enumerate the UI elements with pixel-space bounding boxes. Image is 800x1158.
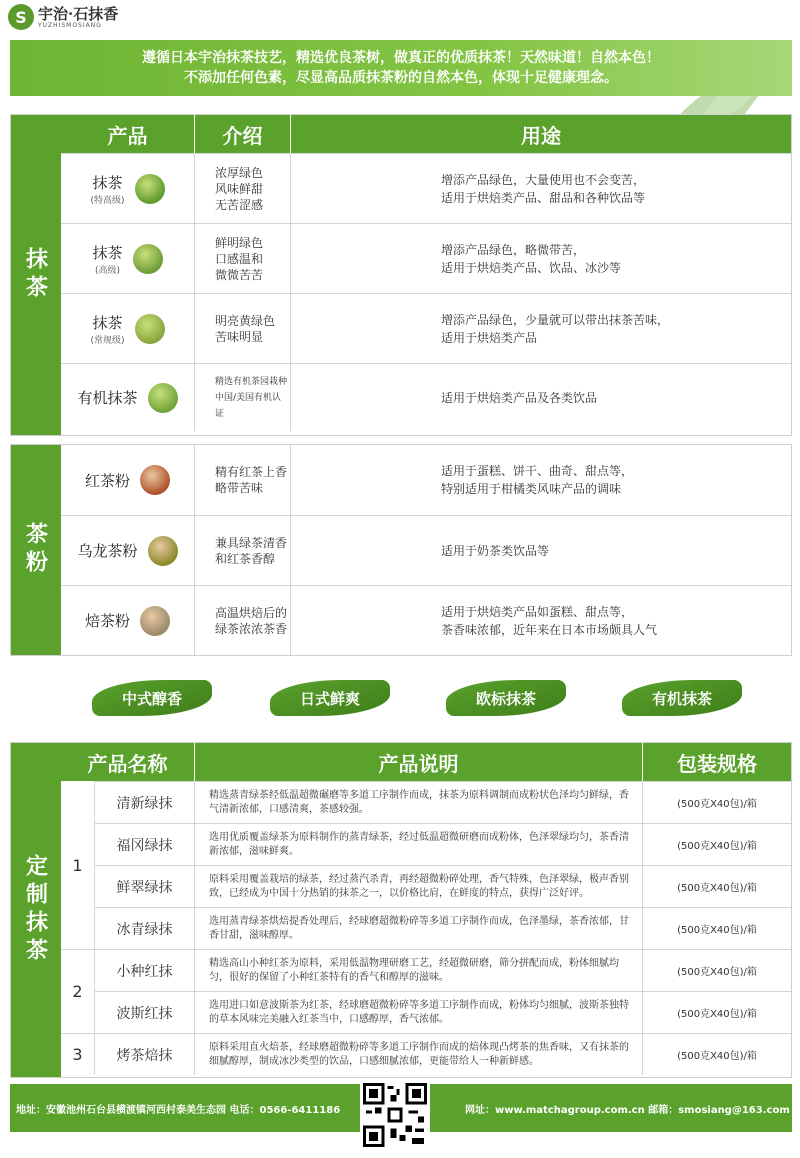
table-row xyxy=(95,907,791,949)
custom-tab: 定制抹茶 xyxy=(11,743,61,1077)
logo-mark-icon: S xyxy=(8,4,34,30)
header-product: 产品 xyxy=(61,115,195,153)
table-row xyxy=(95,991,791,1033)
product-intro: 明亮黄绿色 苦味明显 xyxy=(195,294,291,363)
pill-chinese: 中式醇香 xyxy=(92,680,212,716)
product-name-block xyxy=(90,172,124,206)
matcha-header xyxy=(61,115,791,153)
brand-name-en: YUZHISMOSIANG xyxy=(38,21,102,29)
product-description: 精选高山小种红茶为原料，采用低温物理研磨工艺，经超微研磨，筛分拼配而成，粉体细腻均匀，很好的保留了小种红茶特有的香气和醇厚的滋味。 xyxy=(195,950,643,991)
product-use: 增添产品绿色，少量就可以带出抹茶苦味， 适用于烘焙类产品 xyxy=(441,312,670,345)
product-intro: 精有红茶上香 略带苦味 xyxy=(195,445,291,515)
product-name: 清新绿抹 xyxy=(95,782,195,823)
powder-swatch-icon xyxy=(148,536,178,566)
header-packaging: 包装规格 xyxy=(677,751,757,776)
product-name: 红茶粉 xyxy=(84,471,130,490)
slogan-banner xyxy=(10,40,792,96)
product-cell xyxy=(61,224,195,293)
table-row xyxy=(61,515,791,585)
slogan-line-2: 不添加任何色素，尽显高品质抹茶粉的自然本色，体现十足健康理念。 xyxy=(184,70,618,86)
product-name: 抹茶 xyxy=(92,173,123,192)
product-use: 适用于奶茶类饮品等 xyxy=(441,543,550,558)
group-number: 1 xyxy=(61,781,95,949)
product-intro: 浓厚绿色 风味鲜甜 无苦涩感 xyxy=(195,154,291,223)
pill-eu: 欧标抹茶 xyxy=(446,680,566,716)
tea-powder-tab: 茶粉 xyxy=(11,445,61,655)
custom-header xyxy=(61,743,791,781)
product-grade: (高级) xyxy=(94,265,120,276)
product-cell xyxy=(61,586,195,655)
table-row xyxy=(61,153,791,223)
table-row xyxy=(95,1033,791,1075)
product-use: 增添产品绿色，大量使用也不会变苦， 适用于烘焙类产品、甜品和各种饮品等 xyxy=(441,172,646,205)
product-description: 选用优质覆盖绿茶为原料制作的蒸青绿茶，经过低温超微研磨而成粉体，色泽翠绿均匀，茶香清新浓郁，滋味鲜爽。 xyxy=(195,824,643,865)
footer-address: 地址：安徽池州石台县横渡镇河西村泰美生态园 电话：0566-6411186 xyxy=(16,1105,341,1116)
product-name-block xyxy=(92,242,122,276)
product-intro: 鲜明绿色 口感温和 微微苦苦 xyxy=(195,224,291,293)
pill-japanese: 日式鲜爽 xyxy=(270,680,390,716)
qr-code-icon xyxy=(360,1078,430,1152)
product-intro: 兼具绿茶清香 和红茶香醇 xyxy=(195,516,291,585)
product-cell xyxy=(61,364,195,431)
table-row xyxy=(61,363,791,431)
packaging-spec: (500克X40包)/箱 xyxy=(677,967,757,978)
powder-swatch-icon xyxy=(133,244,163,274)
product-cell xyxy=(61,516,195,585)
product-cell xyxy=(61,445,195,515)
table-row xyxy=(61,223,791,293)
table-row xyxy=(95,823,791,865)
packaging-spec: (500克X40包)/箱 xyxy=(677,883,757,894)
table-row xyxy=(61,293,791,363)
header-use: 用途 xyxy=(521,123,561,148)
table-row xyxy=(95,949,791,991)
product-name: 福冈绿抹 xyxy=(95,824,195,865)
product-name-block xyxy=(77,387,137,408)
group-number: 3 xyxy=(61,1033,95,1075)
powder-swatch-icon xyxy=(135,174,165,204)
footer-contact: 网址：www.matchagroup.com.cn 邮箱：smosiang@163.com xyxy=(465,1105,790,1116)
brand-logo xyxy=(8,4,118,30)
table-row xyxy=(61,585,791,655)
product-name: 烤茶焙抹 xyxy=(95,1034,195,1075)
product-description: 选用蒸青绿茶烘焙提香处理后，经球磨超微粉碎等多道工序制作而成，色泽墨绿，茶香浓郁，甘香甘甜，滋味醇厚。 xyxy=(195,908,643,949)
tea-powder-section xyxy=(10,444,792,656)
product-use: 增添产品绿色，略微带苦， 适用于烘焙类产品、饮品、冰沙等 xyxy=(441,242,622,275)
product-name: 波斯红抹 xyxy=(95,992,195,1033)
feature-pills xyxy=(0,680,800,720)
product-name: 抹茶 xyxy=(92,243,123,262)
product-use: 适用于烘焙类产品如蛋糕、甜点等， 茶香味浓郁，近年来在日本市场颇具人气 xyxy=(441,604,658,637)
table-row xyxy=(95,865,791,907)
product-cell xyxy=(61,294,195,363)
matcha-section xyxy=(10,114,792,436)
product-name: 乌龙茶粉 xyxy=(77,542,138,560)
product-grade: (特高级) xyxy=(90,195,125,206)
product-name-block xyxy=(90,312,124,346)
product-name: 焙茶粉 xyxy=(84,612,130,630)
powder-swatch-icon xyxy=(140,465,170,495)
table-row xyxy=(95,781,791,823)
powder-swatch-icon xyxy=(140,606,170,636)
product-name: 鲜翠绿抹 xyxy=(95,866,195,907)
powder-swatch-icon xyxy=(148,383,178,413)
group-number: 2 xyxy=(61,949,95,1033)
packaging-spec: (500克X40包)/箱 xyxy=(677,925,757,936)
product-use: 适用于烘焙类产品及各类饮品 xyxy=(441,390,598,405)
packaging-spec: (500克X40包)/箱 xyxy=(677,1009,757,1020)
product-description: 原料采用直火焙茶，经球磨超微粉碎等多道工序制作而成的焙体现凸烤茶的焦香味，又有抹茶的细腻醇厚，制成冰沙类型的饮品，口感细腻浓郁，更能带给人一种新鲜感。 xyxy=(195,1034,643,1075)
product-description: 选用进口如意波斯茶为红茶，经球磨超微粉碎等多道工序制作而成，粉体均匀细腻，波斯茶独特的草本风味完美融入红茶当中，口感醇厚，香气浓郁。 xyxy=(195,992,643,1033)
product-description: 精选蒸青绿茶经低温超微碾磨等多道工序制作而成，抹茶为原料调制而成粉状色泽均匀鲜绿，香气清新浓郁，口感清爽，茶感较强。 xyxy=(195,782,643,823)
product-description: 原料采用覆盖栽培的绿茶，经过蒸汽杀青，再经超微粉碎处理，香气特殊，色泽翠绿，极声香别致，已经成为中国十分热销的抹茶之一，以价格比肩，在鲜度的特点，获得广泛好评。 xyxy=(195,866,643,907)
packaging-spec: (500克X40包)/箱 xyxy=(677,841,757,852)
product-name: 抹茶 xyxy=(92,313,123,332)
custom-section xyxy=(10,742,792,1078)
product-name: 冰青绿抹 xyxy=(95,908,195,949)
header-product-desc: 产品说明 xyxy=(195,743,643,781)
pill-organic: 有机抹茶 xyxy=(622,680,742,716)
slogan-line-1: 遵循日本宇治抹茶技艺，精选优良茶树，做真正的优质抹茶！天然味道！自然本色！ xyxy=(142,50,660,66)
product-cell xyxy=(61,154,195,223)
brand-name: 宇治·石抹香 xyxy=(38,4,119,23)
product-name: 有机抹茶 xyxy=(77,389,138,407)
product-name: 小种红抹 xyxy=(95,950,195,991)
header-product-name: 产品名称 xyxy=(61,743,195,781)
packaging-spec: (500克X40包)/箱 xyxy=(677,1051,757,1062)
header-intro: 介绍 xyxy=(195,115,291,153)
matcha-tab: 抹茶 xyxy=(11,115,61,435)
table-row xyxy=(61,445,791,515)
packaging-spec: (500克X40包)/箱 xyxy=(677,799,757,810)
product-use: 适用于蛋糕、饼干、曲奇、甜点等， 特别适用于柑橘类风味产品的调味 xyxy=(441,464,634,496)
product-grade: (常规级) xyxy=(90,335,125,346)
product-intro: 精选有机茶园栽种 中国/美国有机认证 xyxy=(195,364,291,431)
product-intro: 高温烘焙后的 绿茶浓浓茶香 xyxy=(195,586,291,655)
powder-swatch-icon xyxy=(135,314,165,344)
